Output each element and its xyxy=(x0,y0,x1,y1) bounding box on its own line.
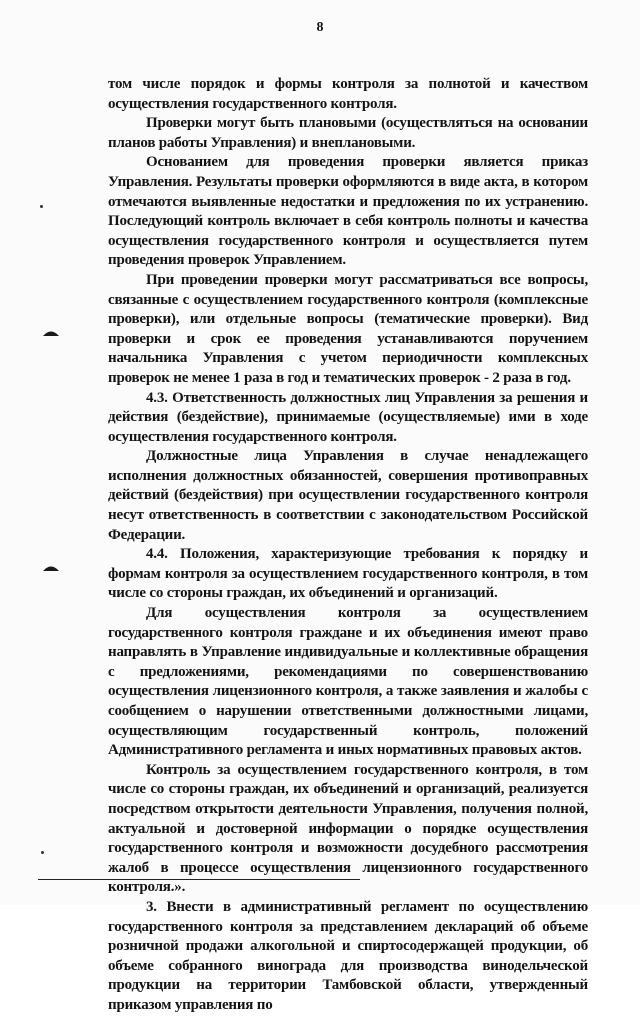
paragraph: Должностные лица Управления в случае ненадлежащего исполнения должностных обязанностей, совершения противоправных действий (бездействия) при осуществлении государственного контроля несут ответственность в соответствии с законодательством Российской Федерации. xyxy=(108,448,588,543)
paragraph: Основанием для проведения проверки является приказ Управления. Результаты проверки оформляются в виде акта, в котором отмечаются выявленные недостатки и предложения по их устранению. Последующий контроль включает в себя контроль полноты и качества осуществления государственного контроля и осуществляется путем проведения проверок Управлением. xyxy=(108,154,588,269)
document-body xyxy=(108,75,588,1016)
paragraph: том числе порядок и формы контроля за полнотой и качеством осуществления государственного контроля. xyxy=(108,76,588,112)
page-number: 8 xyxy=(316,20,324,35)
paragraph: При проведении проверки могут рассматриваться все вопросы, связанные с осуществлением государственного контроля (комплексные проверки), или отдельные вопросы (тематические проверки). Вид проверки и срок ее проведения устанавливаются поручением начальника Управления с учетом периодичности комплексных проверок не менее 1 раза в год и тематических проверок - 2 раза в год. xyxy=(108,271,588,386)
paragraph: 3. Внести в административный регламент по осуществлению государственного контроля за представлением деклараций об объеме розничной продажи алкогольной и спиртосодержащей продукции, об объеме собранного винограда для производства винодельческой продукции на территории Тамбовской области, утвержденный приказом управления по xyxy=(108,898,588,1013)
binder-hole-mark xyxy=(42,562,60,572)
scan-speck xyxy=(41,851,44,854)
scan-speck xyxy=(40,205,43,208)
paragraph: Контроль за осуществлением государственного контроля, в том числе со стороны граждан, их объединений и организаций, реализуется посредством открытости деятельности Управления, получения полной, актуальной и достоверной информации о порядке осуществления государственного контроля и возможности досудебного рассмотрения жалоб в процессе осуществления лицензионного государственного контроля.». xyxy=(108,761,588,896)
section-heading-4-4: 4.4. Положения, характеризующие требования к порядку и формам контроля за осуществлением государственного контроля, в том числе со стороны граждан, их объединений и организаций. xyxy=(108,546,588,602)
paragraph: Проверки могут быть плановыми (осуществляться на основании планов работы Управления) и внеплановыми. xyxy=(108,115,588,151)
section-heading-4-3: 4.3. Ответственность должностных лиц Управления за решения и действия (бездействие), принимаемые (осуществляемые) ими в ходе осуществления государственного контроля. xyxy=(108,389,588,445)
paragraph: Для осуществления контроля за осуществлением государственного контроля граждане и их объединения имеют право направлять в Управление индивидуальные и коллективные обращения с предложениями, рекомендациями по совершенствованию осуществления лицензионного контроля, а также заявления и жалобы с сообщением о нарушении ответственными должностными лицами, осуществляющим государственный контроль, положений Административного регламента и иных нормативных правовых актов. xyxy=(108,605,588,759)
binder-hole-mark xyxy=(42,327,60,337)
footer-rule xyxy=(38,879,360,880)
